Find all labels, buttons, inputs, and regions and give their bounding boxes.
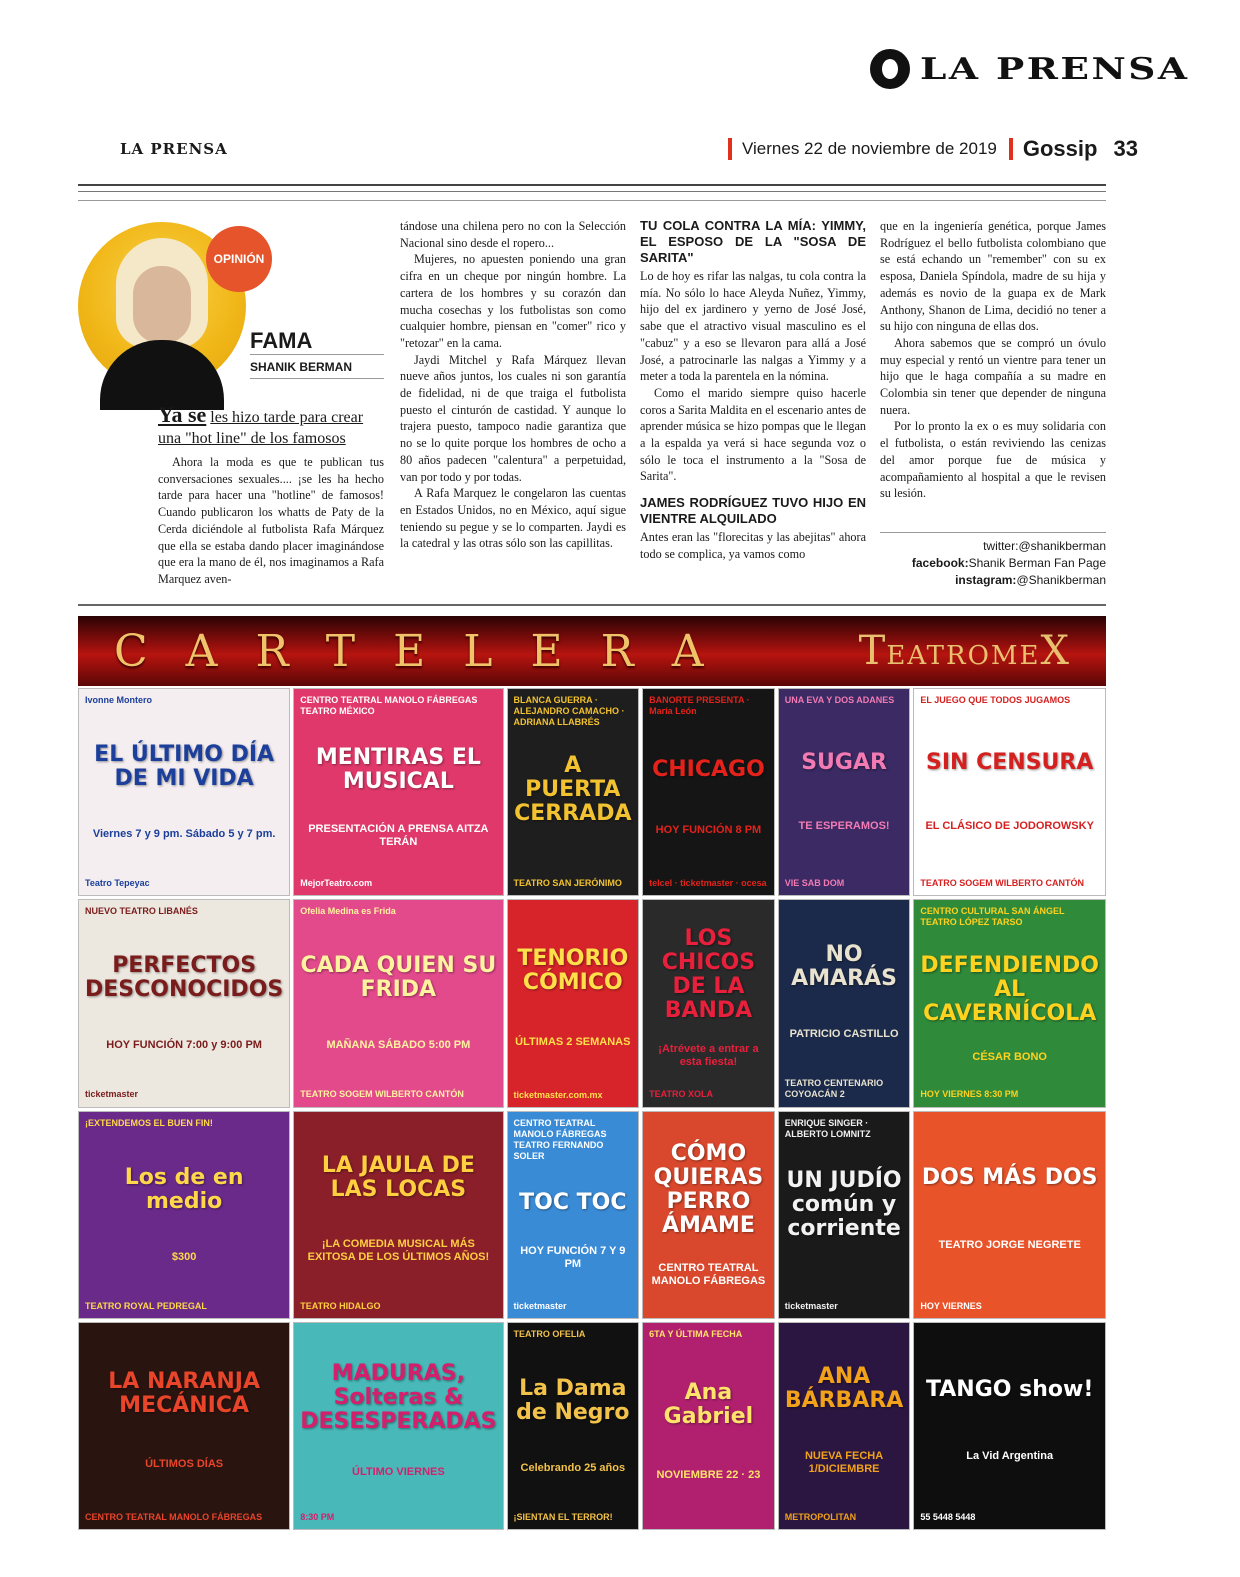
show-poster	[293, 1111, 503, 1319]
poster-bottom-text: ticketmaster	[85, 1089, 139, 1100]
poster-subtitle: EL CLÁSICO DE JODOROWSKY	[925, 820, 1094, 833]
poster-top-text: BANORTE PRESENTA · María León	[649, 695, 750, 716]
poster-bottom-text: TEATRO ROYAL PEDREGAL	[85, 1300, 207, 1311]
poster-top-text: Ofelia Medina es Frida	[300, 906, 396, 917]
poster-title: La Dama de Negro	[516, 1375, 630, 1425]
poster-subtitle: CENTRO TEATRAL MANOLO FÁBREGAS	[651, 1261, 766, 1287]
poster-bottom-text: telcel · ticketmaster · ocesa	[649, 878, 767, 889]
poster-top-text: CENTRO CULTURAL SAN ÁNGEL TEATRO LÓPEZ TARSO	[920, 906, 1065, 928]
facebook-page[interactable]: Shanik Berman Fan Page	[968, 556, 1106, 570]
poster-grid	[78, 688, 1106, 1530]
poster-title: CÓMO QUIERAS PERRO ÁMAME	[653, 1140, 764, 1238]
masthead-title: LA PRENSA	[920, 51, 1190, 87]
page-header	[728, 134, 1138, 164]
facebook-line: facebook:Shanik Berman Fan Page	[911, 556, 1106, 570]
paragraph: A Rafa Marquez le congelaron las cuentas en Estados Unidos, no en México, aquí sigue teniendo su pegue y se lo comparten. Jaydi es la catedral y las otras sólo son las capillitas.	[400, 486, 626, 551]
poster-bottom-text: 55 5448 5448	[920, 1512, 976, 1522]
poster-top-text: CENTRO TEATRAL MANOLO FÁBREGAS TEATRO FERNANDO SOLER	[513, 1117, 607, 1161]
poster-title: PERFECTOS DESCONOCIDOS	[85, 953, 284, 1003]
paragraph: Por lo pronto la ex o es muy solidaria con el futbolista, o están reviviendo las cenizas del amor porque fue de música y acompañamiento al hospital a que le revisen su lesión.	[880, 419, 1106, 501]
poster-top-text: CENTRO TEATRAL MANOLO FÁBREGAS TEATRO MÉXICO	[300, 695, 478, 716]
poster-subtitle: NUEVA FECHA 1/DICIEMBRE	[804, 1449, 884, 1475]
show-poster	[78, 1322, 290, 1530]
portrait-face	[133, 266, 191, 344]
show-poster	[778, 899, 911, 1107]
subheading: TU COLA CONTRA LA MÍA: YIMMY, EL ESPOSO DE LA "SOSA DE SARITA"	[640, 218, 866, 265]
header-brand: LA PRENSA	[120, 140, 228, 158]
poster-top-text: TEATRO OFELIA	[513, 1328, 586, 1339]
poster-title: LOS CHICOS DE LA BANDA	[661, 925, 756, 1023]
poster-bottom-text: ticketmaster	[784, 1300, 838, 1311]
show-poster	[913, 1111, 1106, 1319]
poster-top-text: NUEVO TEATRO LIBANÉS	[85, 906, 198, 917]
poster-bottom-text: CENTRO TEATRAL MANOLO FÁBREGAS	[85, 1512, 263, 1522]
header-date: Viernes 22 de noviembre de 2019	[742, 139, 997, 158]
red-bar-icon	[1009, 138, 1013, 160]
poster-title: SUGAR	[801, 750, 887, 776]
poster-bottom-text: MejorTeatro.com	[300, 878, 373, 889]
teatromex-logo: TEATROMEX	[858, 628, 1070, 674]
show-poster	[642, 899, 775, 1107]
poster-subtitle: TEATRO JORGE NEGRETE	[938, 1239, 1081, 1251]
poster-title: CHICAGO	[652, 757, 765, 783]
poster-bottom-text: TEATRO SOGEM WILBERTO CANTÓN	[300, 1089, 464, 1100]
show-poster	[78, 688, 290, 896]
poster-top-text: Ivonne Montero	[85, 695, 152, 705]
header-rule	[78, 184, 1106, 192]
article-column-3	[640, 218, 866, 563]
show-poster	[778, 688, 911, 896]
poster-title: DOS MÁS DOS	[921, 1165, 1098, 1191]
show-poster	[642, 1322, 775, 1530]
paragraph: Mujeres, no apuesten poniendo una gran cifra en un cheque por ningún hombre. La cartera de los hombres y su corazón dan mucha cosechas y los futbolistas son como cualquier hombre, piensan en "comer" rico y "retozar" en la cama.	[400, 252, 626, 350]
poster-bottom-text: METROPOLITAN	[784, 1511, 857, 1522]
show-poster	[778, 1322, 911, 1530]
show-poster	[778, 1111, 911, 1319]
article-title-lead: Ya se	[158, 402, 207, 427]
paragraph: que en la ingeniería genética, porque James Rodríguez el bello futbolista colombiano que se está echando un "remember" con su ex esposa, Daniela Spíndola, madre de su hija y además es novio de la guapa ex de Mark Anthony, Shanon de Lima, decidió no tener a su hijo con ninguna de ellas dos.	[880, 219, 1106, 334]
poster-subtitle: MAÑANA SÁBADO 5:00 PM	[326, 1039, 471, 1052]
instagram-line: instagram:@Shanikberman	[955, 573, 1106, 587]
show-poster	[642, 1111, 775, 1319]
poster-top-text: ENRIQUE SINGER · ALBERTO LOMNITZ	[784, 1117, 871, 1139]
poster-title: A PUERTA CERRADA	[514, 753, 632, 827]
show-poster	[913, 1322, 1106, 1530]
column-rule-2	[250, 378, 384, 379]
poster-subtitle: Celebrando 25 años	[520, 1461, 626, 1474]
poster-subtitle: CÉSAR BONO	[972, 1051, 1047, 1064]
poster-subtitle: NOVIEMBRE 22 · 23	[656, 1469, 761, 1482]
poster-bottom-text: ticketmaster.com.mx	[513, 1089, 603, 1100]
poster-title: DEFENDIENDO AL CAVERNÍCOLA	[920, 952, 1099, 1026]
poster-title: ANA BÁRBARA	[784, 1364, 904, 1414]
social-rule	[880, 532, 1106, 533]
poster-top-text: ¡EXTENDEMOS EL BUEN FIN!	[85, 1117, 213, 1128]
poster-title: TANGO show!	[925, 1376, 1094, 1402]
poster-bottom-text: TEATRO XOLA	[649, 1089, 713, 1100]
paragraph: tándose una chilena pero no con la Selección Nacional sino desde el ropero...	[400, 219, 626, 250]
page-number: 33	[1113, 136, 1138, 161]
show-poster	[642, 688, 775, 896]
portrait-shoulders	[100, 340, 224, 410]
show-poster	[293, 688, 503, 896]
poster-top-text: EL JUEGO QUE TODOS JUGAMOS	[920, 695, 1071, 705]
paragraph: Como el marido siempre quiso hacerle coros a Sarita Maldita en el escenario antes de aprender música se hizo pompas que le llegan a la espalda ya verá si hace segunda voz o sólo le toca el instrumento a la "Sosa de Sarita".	[640, 385, 866, 484]
social-links	[880, 538, 1106, 589]
show-poster	[507, 1111, 640, 1319]
poster-title: SIN CENSURA	[926, 750, 1094, 776]
poster-subtitle: $300	[171, 1250, 197, 1263]
subheading: JAMES RODRÍGUEZ TUVO HIJO EN VIENTRE ALQUILADO	[640, 495, 866, 527]
opinion-badge: OPINIÓN	[206, 226, 272, 292]
poster-subtitle: TE ESPERAMOS!	[798, 820, 890, 833]
newspaper-logo-icon	[870, 49, 910, 89]
cartelera-title: CARTELERA	[114, 626, 742, 677]
poster-title: TENORIO CÓMICO	[517, 946, 629, 995]
article-title	[158, 404, 386, 449]
poster-top-text: 6TA Y ÚLTIMA FECHA	[649, 1328, 743, 1339]
poster-subtitle: ÚLTIMAS 2 SEMANAS	[515, 1035, 631, 1048]
show-poster	[507, 1322, 640, 1530]
poster-bottom-text: TEATRO SOGEM WILBERTO CANTÓN	[920, 878, 1085, 889]
cartelera-banner	[78, 616, 1106, 686]
poster-title: MADURAS, Solteras & DESESPERADAS	[300, 1360, 497, 1434]
poster-bottom-text: TEATRO CENTENARIO COYOACÁN 2	[784, 1078, 884, 1100]
poster-subtitle: HOY FUNCIÓN 7:00 y 9:00 PM	[106, 1039, 262, 1052]
poster-subtitle: HOY FUNCIÓN 7 Y 9 PM	[520, 1245, 626, 1270]
poster-bottom-text: ticketmaster	[513, 1300, 567, 1311]
twitter-handle[interactable]: @shanikberman	[1018, 539, 1106, 553]
poster-title: MENTIRAS EL MUSICAL	[315, 745, 481, 795]
instagram-handle[interactable]: @Shanikberman	[1016, 573, 1106, 587]
poster-subtitle: PATRICIO CASTILLO	[789, 1028, 899, 1041]
section-divider	[78, 604, 1106, 606]
poster-subtitle: HOY FUNCIÓN 8 PM	[655, 823, 762, 836]
show-poster	[507, 899, 640, 1107]
poster-subtitle: ÚLTIMOS DÍAS	[145, 1458, 224, 1471]
show-poster	[78, 899, 290, 1107]
poster-title: UN JUDÍO común y corriente	[786, 1168, 902, 1242]
article-column-1	[158, 454, 384, 588]
poster-bottom-text: TEATRO HIDALGO	[300, 1300, 381, 1311]
poster-title: LA JAULA DE LAS LOCAS	[321, 1152, 475, 1202]
show-poster	[293, 1322, 503, 1530]
poster-bottom-text: HOY VIERNES	[920, 1300, 982, 1311]
column-rule	[250, 354, 384, 355]
paragraph: Lo de hoy es rifar las nalgas, tu cola contra la mía. No sólo lo hace Aleyda Nuñez, Yimmy, hijo del ex jardinero y yerno de José José, sabe que el atractivo visual masculino es el "cabuz" y a eso se llevaron para allá a José José, a patrocinarle las nalgas a Yimmy y a meter a toda la parentela en la nómina.	[640, 269, 866, 384]
show-poster	[507, 688, 640, 896]
red-bar-icon	[728, 138, 732, 160]
poster-bottom-text: Teatro Tepeyac	[85, 878, 150, 889]
poster-bottom-text: 8:30 PM	[300, 1512, 335, 1522]
poster-bottom-text: HOY VIERNES 8:30 PM	[920, 1089, 1019, 1100]
paragraph: Jaydi Mitchel y Rafa Márquez llevan nueve años juntos, los cuales ni son garantía de fidelidad, ni de que traiga el futbolista puesto el cinturón de castidad. Y aunque lo trajera puesto, tampoco nadie garantiza que no se lo quite porque los hombres de ocho a 80 años padecen "calentura" a perpetuidad, van por todo y por todas.	[400, 352, 626, 484]
article-column-4	[880, 218, 1106, 502]
poster-title: Ana Gabriel	[663, 1379, 754, 1429]
header-section: Gossip	[1022, 136, 1098, 161]
poster-top-text: BLANCA GUERRA · ALEJANDRO CAMACHO · ADRIANA LLABRÉS	[513, 695, 625, 727]
masthead	[870, 44, 1220, 94]
column-author: SHANIK BERMAN	[250, 360, 352, 374]
article-title-rest: les hizo tarde para crear una "hot line" de los famosos	[158, 409, 364, 447]
poster-title: Los de en medio	[124, 1164, 244, 1214]
poster-top-text: UNA EVA Y DOS ADANES	[784, 695, 895, 705]
poster-subtitle: La Vid Argentina	[966, 1450, 1054, 1463]
poster-subtitle: ÚLTIMO VIERNES	[352, 1466, 445, 1479]
poster-bottom-text: TEATRO SAN JERÓNIMO	[513, 878, 622, 889]
poster-title: NO AMARÁS	[791, 942, 897, 992]
poster-title: TOC TOC	[519, 1190, 627, 1216]
show-poster	[78, 1111, 290, 1319]
poster-subtitle: PRESENTACIÓN A PRENSA AITZA TERÁN	[308, 823, 489, 849]
poster-bottom-text: VIE SAB DOM	[784, 878, 845, 889]
column-name: FAMA	[250, 328, 313, 353]
poster-title: CADA QUIEN SU FRIDA	[300, 953, 497, 1003]
twitter-line: twitter:@shanikberman	[983, 539, 1106, 553]
paragraph: Antes eran las "florecitas y las abejitas" ahora todo se complica, ya vamos como	[640, 530, 866, 561]
paragraph: Ahora sabemos que se compró un óvulo muy especial y rentó un vientre para tener un hijo que le haga compañía a su madre en Colombia sin tener que depender de ninguna nuera.	[880, 335, 1106, 417]
show-poster	[913, 688, 1106, 896]
header-rule-thin	[78, 200, 1106, 201]
show-poster	[293, 899, 503, 1107]
poster-subtitle: Viernes 7 y 9 pm. Sábado 5 y 7 pm.	[92, 828, 276, 841]
poster-title: LA NARANJA MECÁNICA	[108, 1368, 260, 1418]
article-column-2	[400, 218, 626, 552]
paragraph: Ahora la moda es que te publican tus conversaciones sexuales.... ¡se les ha hecho tarde para hacer una "hotline" de famosos! Cuando publicaron los whatts de Paty de la Cerda diciéndole al futbolista Rafa Márquez que ella se estaba dando placer imaginándose que era la mano de él, nos imaginamos a Rafa Marquez aven-	[158, 455, 384, 586]
poster-subtitle: ¡LA COMEDIA MUSICAL MÁS EXITOSA DE LOS ÚLTIMOS AÑOS!	[307, 1238, 490, 1264]
poster-title: EL ÚLTIMO DÍA DE MI VIDA	[94, 742, 275, 792]
poster-subtitle: ¡Atrévete a entrar a esta fiesta!	[658, 1043, 759, 1069]
show-poster	[913, 899, 1106, 1107]
poster-bottom-text: ¡SIENTAN EL TERROR!	[513, 1511, 613, 1522]
